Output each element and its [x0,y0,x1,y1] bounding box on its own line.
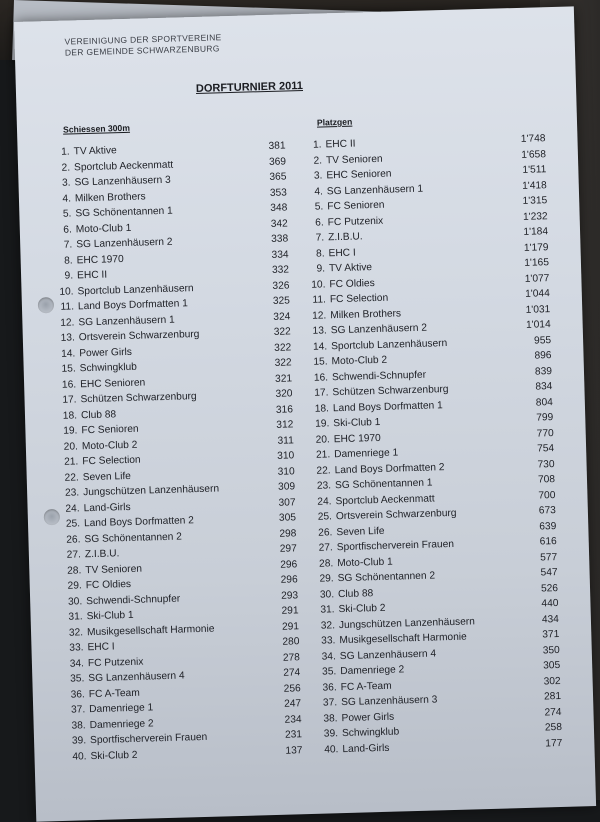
schiessen-ranking-list [45,138,302,764]
platzgen-rank: 36. [322,681,337,694]
schiessen-rank: 25. [65,518,81,530]
platzgen-team: SG Lanzenhäusern 3 [340,694,438,709]
schiessen-rank: 6. [63,223,72,236]
schiessen-points: 324 [273,310,291,323]
schiessen-points: 296 [280,558,298,571]
schiessen-team: EHC 1970 [76,253,124,266]
schiessen-rank: 1. [61,146,70,158]
schiessen-points: 296 [280,574,298,586]
platzgen-team: Ski-Club 2 [338,602,386,616]
platzgen-rank: 14. [312,340,328,353]
schiessen-rank: 8. [64,254,73,267]
platzgen-points: 1'014 [525,319,551,331]
platzgen-team: Z.I.B.U. [327,231,363,244]
schiessen-team: Sportfischerverein Frauen [89,731,208,747]
platzgen-team: EHC 1970 [333,432,381,445]
platzgen-team: TV Aktive [328,262,373,275]
platzgen-team: Sportfischerverein Frauen [336,538,455,554]
schiessen-rank: 4. [62,192,72,205]
platzgen-team: Schwendi-Schnupfer [331,369,427,383]
schiessen-points: 234 [284,713,302,726]
platzgen-points: 834 [535,381,553,393]
schiessen-team: EHC I [87,641,115,654]
platzgen-points: 274 [544,706,562,718]
platzgen-rank: 24. [317,495,332,508]
platzgen-points: 1'031 [525,303,551,316]
platzgen-team: Jungschützen Lanzenhäusern [338,615,476,631]
schiessen-rank: 16. [61,378,77,391]
schiessen-points: 307 [278,496,296,509]
schiessen-team: Moto-Club 2 [81,439,138,452]
letterhead [64,32,222,58]
schiessen-team: Ortsverein Schwarzenburg [78,328,200,344]
platzgen-team: Ortsverein Schwarzenburg [335,507,457,523]
schiessen-points: 247 [284,698,302,710]
schiessen-points: 316 [275,403,294,416]
schiessen-team: FC A-Team [88,687,140,700]
schiessen-rank: 20. [63,440,79,453]
platzgen-points: 955 [533,334,552,347]
platzgen-points: 1'418 [522,179,547,192]
schiessen-rank: 19. [63,425,78,437]
schiessen-rank: 32. [68,626,84,639]
platzgen-rank: 27. [318,542,333,554]
schiessen-points: 325 [272,295,291,307]
platzgen-rank: 34. [321,650,336,663]
schiessen-points: 310 [277,465,295,478]
platzgen-points: 754 [536,443,555,455]
schiessen-team: FC Oldies [85,578,132,592]
platzgen-team: Musikgesellschaft Harmonie [339,631,467,647]
platzgen-team: FC Putzenix [327,215,384,228]
platzgen-points: 350 [542,644,560,656]
platzgen-points: 440 [541,598,559,610]
letterhead-line-1: VEREINIGUNG DER SPORTVEREINE [64,32,222,47]
platzgen-points: 547 [540,567,558,579]
schiessen-team: TV Aktive [73,145,117,158]
schiessen-rank: 31. [68,611,83,623]
schiessen-rank: 13. [60,332,75,344]
schiessen-team: Sportclub Lanzenhäusern [77,282,194,297]
schiessen-points: 291 [281,605,299,617]
platzgen-points: 305 [543,660,561,672]
platzgen-team: TV Senioren [325,153,383,166]
schiessen-team: SG Lanzenhäusern 4 [88,670,185,685]
schiessen-rank: 23. [64,487,80,499]
schiessen-team: Ski-Club 2 [90,749,138,762]
schiessen-team: Land Boys Dorfmatten 2 [83,515,195,530]
platzgen-points: 1'658 [521,148,547,161]
schiessen-points: 256 [283,682,301,695]
platzgen-team: Moto-Club 1 [337,556,393,569]
platzgen-team: FC Senioren [327,199,385,213]
results-sheet [14,6,596,821]
schiessen-rank: 17. [62,394,77,406]
platzgen-team: Moto-Club 2 [331,354,388,368]
platzgen-points: 1'044 [525,288,550,300]
schiessen-rank: 29. [67,580,82,592]
platzgen-rank: 23. [316,480,332,492]
platzgen-points: 1'165 [524,257,550,269]
schiessen-points: 332 [271,264,290,276]
schiessen-rank: 26. [66,533,81,546]
schiessen-rank: 15. [61,363,76,375]
platzgen-points: 708 [537,474,556,486]
schiessen-team: Schwingklub [79,361,138,375]
schiessen-points: 298 [279,527,297,540]
schiessen-rank: 5. [62,208,72,220]
platzgen-team: Land-Girls [342,742,390,755]
schiessen-rank: 39. [71,735,87,747]
platzgen-points: 258 [544,721,563,734]
platzgen-points: 1'232 [522,210,548,223]
platzgen-team: FC A-Team [340,680,392,693]
platzgen-rank: 21. [315,449,331,461]
platzgen-team: FC Oldies [329,277,375,290]
platzgen-points: 1'748 [520,133,546,145]
platzgen-points: 371 [542,629,560,641]
schiessen-rank: 40. [72,750,87,763]
schiessen-rank: 21. [63,456,79,468]
schiessen-rank: 12. [60,316,75,329]
schiessen-team: Jungschützen Lanzenhäusern [83,483,220,499]
platzgen-rank: 25. [317,511,333,523]
schiessen-points: 320 [275,388,293,400]
schiessen-points: 311 [277,434,294,447]
schiessen-rank: 18. [62,409,78,422]
schiessen-points: 231 [284,729,303,741]
schiessen-points: 278 [282,651,301,664]
schiessen-rank: 27. [66,549,82,561]
schiessen-team: EHC Senioren [79,376,146,390]
platzgen-rank: 39. [323,728,339,740]
schiessen-team: Damenriege 1 [89,702,154,716]
schiessen-team: Power Girls [79,346,133,359]
platzgen-ranking-list [297,131,562,758]
platzgen-points: 799 [536,412,554,424]
platzgen-team: Schützen Schwarzenburg [332,384,449,399]
platzgen-rank: 11. [312,294,327,306]
schiessen-team: Damenriege 2 [89,717,154,731]
schiessen-team: TV Senioren [85,563,143,576]
platzgen-points: 281 [543,690,562,703]
platzgen-team: SG Schönentannen 1 [334,477,433,492]
platzgen-team: Milken Brothers [330,307,402,321]
letterhead-line-2: DER GEMEINDE SCHWARZENBURG [64,43,220,58]
schiessen-team: SG Lanzenhäusern 2 [76,236,173,251]
platzgen-points: 1'184 [523,226,549,238]
schiessen-rank: 37. [70,704,86,716]
schiessen-team: FC Putzenix [87,656,144,669]
platzgen-team: SG Lanzenhäusern 4 [339,647,437,662]
page-title: DORFTURNIER 2011 [195,79,304,95]
schiessen-rank: 30. [67,595,83,608]
schiessen-rank: 3. [61,177,71,189]
platzgen-team: Damenriege 1 [334,447,399,461]
schiessen-points: 381 [268,140,286,152]
schiessen-team: Land Boys Dorfmatten 1 [77,298,188,313]
platzgen-points: 804 [535,396,553,409]
platzgen-rank: 3. [313,170,323,182]
schiessen-rank: 34. [69,657,85,670]
platzgen-rank: 10. [311,278,326,291]
platzgen-rank: 1. [312,139,322,151]
platzgen-team: Sportclub Aeckenmatt [335,492,435,507]
platzgen-team: Power Girls [341,711,395,724]
platzgen-team: Sportclub Lanzenhäusern [331,337,448,352]
platzgen-team: EHC Senioren [326,168,392,182]
platzgen-team: SG Lanzenhäusern 1 [326,183,424,197]
schiessen-rank: 36. [70,688,85,701]
schiessen-points: 310 [277,450,295,462]
platzgen-heading: Platzgen [316,116,353,128]
schiessen-points: 322 [274,357,292,369]
platzgen-rank: 30. [319,588,335,601]
schiessen-team: EHC II [76,269,108,282]
schiessen-points: 322 [273,326,291,338]
schiessen-points: 353 [269,186,288,199]
schiessen-points: 137 [285,744,303,757]
schiessen-points: 365 [269,171,287,183]
platzgen-points: 839 [534,365,553,378]
schiessen-team: Sportclub Aeckenmatt [73,159,174,173]
platzgen-points: 577 [540,551,558,564]
platzgen-rank: 8. [315,247,325,260]
platzgen-rank: 37. [322,697,338,709]
schiessen-rank: 38. [71,719,86,732]
schiessen-team: Seven Life [82,470,132,483]
schiessen-team: Moto-Club 1 [75,222,132,235]
schiessen-points: 348 [270,202,288,214]
platzgen-team: Schwingklub [341,726,400,740]
platzgen-rank: 18. [314,402,330,415]
schiessen-rank: 10. [59,285,74,298]
schiessen-team: Club 88 [80,408,117,421]
platzgen-rank: 28. [318,557,334,570]
platzgen-team: Damenriege 2 [340,664,405,678]
schiessen-team: SG Lanzenhäusern 1 [78,314,175,328]
schiessen-rank: 7. [63,239,73,251]
platzgen-points: 730 [537,458,555,471]
platzgen-points: 526 [540,582,559,595]
platzgen-rank: 2. [313,154,323,167]
platzgen-rank: 35. [321,666,337,678]
schiessen-team: Schützen Schwarzenburg [80,391,197,406]
platzgen-points: 700 [538,489,556,502]
platzgen-team: Land Boys Dorfmatten 1 [332,399,443,414]
platzgen-rank: 33. [321,635,336,647]
schiessen-points: 338 [271,233,289,245]
schiessen-team: Schwendi-Schnupfer [86,593,181,607]
platzgen-points: 1'511 [522,164,547,176]
schiessen-rank: 35. [70,673,85,685]
schiessen-points: 369 [268,155,287,168]
platzgen-points: 1'077 [524,272,550,285]
schiessen-points: 293 [280,589,299,602]
schiessen-points: 274 [283,667,301,679]
schiessen-team: Milken Brothers [74,190,146,204]
platzgen-team: Ski-Club 1 [333,416,381,430]
schiessen-points: 342 [270,217,288,230]
platzgen-points: 616 [539,536,557,548]
platzgen-rank: 26. [318,526,333,539]
platzgen-rank: 40. [324,743,339,756]
platzgen-team: EHC I [328,247,356,259]
schiessen-team: Musikgesellschaft Harmonie [86,623,215,638]
platzgen-rank: 38. [323,712,338,725]
schiessen-team: SG Lanzenhäusern 3 [74,174,171,189]
platzgen-team: Club 88 [337,587,374,600]
platzgen-rank: 6. [315,216,324,229]
schiessen-rank: 33. [69,642,84,654]
platzgen-rank: 20. [315,433,330,446]
platzgen-points: 177 [545,737,563,749]
platzgen-rank: 9. [316,263,326,275]
schiessen-team: Ski-Club 1 [86,609,134,623]
schiessen-points: 291 [281,620,300,633]
platzgen-points: 673 [538,505,557,517]
platzgen-team: FC Selection [329,292,389,306]
platzgen-rank: 16. [313,371,329,384]
platzgen-rank: 29. [319,573,334,585]
platzgen-rank: 13. [312,325,327,337]
platzgen-points: 1'179 [523,241,549,254]
platzgen-rank: 19. [315,418,330,430]
schiessen-heading: Schiessen 300m [62,122,131,135]
schiessen-team: SG Schönentannen 2 [84,531,183,545]
platzgen-team: Land Boys Dorfmatten 2 [334,461,445,476]
platzgen-rank: 17. [314,387,329,399]
schiessen-points: 305 [278,512,297,524]
schiessen-team: FC Selection [82,454,141,468]
platzgen-rank: 4. [314,185,324,198]
platzgen-team: SG Schönentannen 2 [337,570,436,585]
schiessen-rank: 2. [61,161,71,174]
platzgen-points: 770 [536,427,554,440]
schiessen-points: 321 [274,372,293,385]
platzgen-points: 896 [534,350,552,362]
platzgen-rank: 32. [320,619,336,632]
schiessen-rank: 24. [65,502,80,515]
platzgen-rank: 12. [311,309,327,322]
schiessen-rank: 22. [64,471,79,484]
schiessen-rank: 11. [60,301,75,313]
platzgen-rank: 31. [320,604,335,616]
platzgen-rank: 22. [316,464,331,477]
schiessen-rank: 28. [67,564,82,577]
platzgen-rank: 7. [315,232,325,244]
schiessen-points: 309 [277,481,296,493]
schiessen-rank: 9. [64,270,74,282]
schiessen-points: 312 [276,419,294,431]
schiessen-rank: 14. [60,347,76,360]
platzgen-points: 302 [543,675,561,687]
schiessen-team: Z.I.B.U. [84,548,120,561]
platzgen-rank: 15. [313,356,328,368]
platzgen-team: Seven Life [336,525,385,538]
platzgen-points: 1'315 [522,195,548,207]
schiessen-team: FC Senioren [81,423,139,437]
platzgen-points: 639 [539,520,557,533]
schiessen-points: 280 [282,636,300,648]
platzgen-team: SG Lanzenhäusern 2 [330,322,428,337]
schiessen-team: SG Schönentannen 1 [75,205,173,220]
schiessen-points: 297 [279,543,297,555]
schiessen-points: 326 [272,279,290,292]
platzgen-points: 434 [541,613,560,625]
platzgen-team: EHC II [325,138,356,151]
schiessen-team: Land-Girls [83,501,131,514]
schiessen-points: 322 [274,341,292,354]
platzgen-rank: 5. [314,201,324,213]
schiessen-points: 334 [271,248,289,261]
